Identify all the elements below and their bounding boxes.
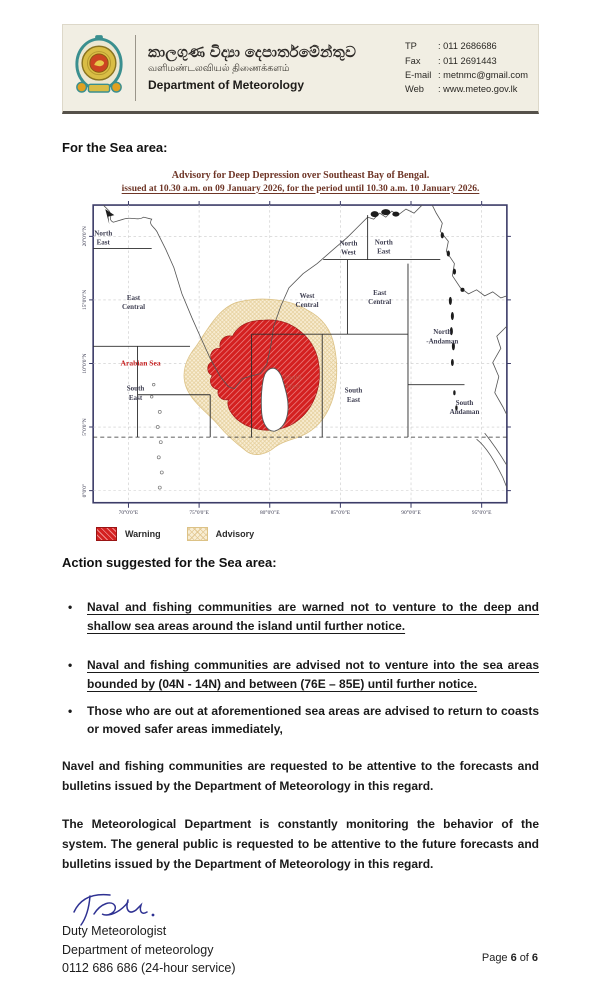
svg-text:Arabian Sea: Arabian Sea [120,358,161,368]
contact-fax [405,54,528,68]
svg-text:80°0'0"E: 80°0'0"E [259,510,280,517]
signatory-phone: 0112 686 686 (24-hour service) [62,961,236,976]
page-total: 6 [531,952,538,964]
letterhead [62,24,539,114]
svg-text:Andaman: Andaman [449,408,480,417]
document-body [62,140,539,978]
svg-text:East: East [377,247,391,256]
paragraph-forecasts: Navel and fishing communities are requested to be attentive to the forecasts and bulletins issued by the Department of Meteorology in this regard. [62,758,539,794]
advisory-swatch [187,527,208,541]
fax-label: Fax [404,55,421,66]
svg-text:East: East [126,294,141,303]
svg-text:West: West [299,292,315,301]
svg-text:Central: Central [368,298,392,307]
contact-block [405,39,528,97]
web-value: : www.meteo.gov.lk [437,84,518,95]
title-english: Department of Meteorology [148,78,305,92]
svg-text:95°0'0"E: 95°0'0"E [471,510,492,517]
svg-text:North: North [374,238,393,247]
svg-text:South: South [455,399,474,408]
department-titles [148,44,399,92]
page-prefix: Page [481,952,508,964]
contact-email [405,68,528,82]
contact-tp [405,39,528,53]
signatory-department: Department of meteorology [62,942,214,957]
svg-text:South: South [284,373,302,382]
svg-text:85°0'0"E: 85°0'0"E [330,510,351,517]
svg-text:North: North [433,328,452,337]
page-mid: of [519,952,529,964]
map-title-line2: issued at 10.30 a.m. on 09 January 2026, for the period until 10.30 a.m. 10 January 2026. [121,183,480,194]
svg-text:South: South [344,387,363,396]
svg-text:East: East [373,289,387,298]
map-title-line1: Advisory for Deep Depression over Southeast Bay of Bengal. [171,170,430,181]
tp-label: TP [404,41,417,52]
map-title [62,169,539,195]
letterhead-divider [135,35,136,101]
bullet-warning-venture: • Naval and fishing communities are warned not to venture to the deep and shallow sea areas around the island until further notice. [62,598,539,635]
svg-text:East: East [96,238,110,247]
svg-text:Central: Central [295,301,319,310]
svg-text:90°0'0"E: 90°0'0"E [401,510,421,517]
svg-text:East: East [128,394,143,403]
svg-text:5°0'0"N: 5°0'0"N [82,418,89,437]
svg-text:10°0'0"N: 10°0'0"N [82,353,89,374]
advisory-map-figure [62,169,539,541]
svg-text:0°0'0": 0°0'0" [82,484,89,498]
advisory-map [76,199,520,524]
contact-web [405,82,528,96]
title-sinhala: කාලගුණ විද්‍යා දෙපාර්තමේන්තුව [148,44,357,61]
emblem-icon [73,34,125,98]
fax-value: : 011 2691443 [437,55,497,66]
paragraph-monitoring: The Meteorological Department is constantly monitoring the behavior of the system. The general public is requested to be attentive to the future forecasts and bulletins issued by the Department of Meteorology in this regard. [62,816,539,872]
svg-text:-Andaman: -Andaman [426,337,459,346]
email-value: : metnmc@gmail.com [437,70,528,80]
svg-text:North: North [339,239,358,248]
web-label: Web [404,84,424,95]
svg-text:South: South [126,385,145,394]
page-number [479,952,538,964]
svg-text:70°0'0"E: 70°0'0"E [118,510,139,517]
svg-text:20°0'0"N: 20°0'0"N [82,226,89,247]
tp-value: : 011 2686686 [437,41,497,52]
bullet-bounded-areas: • Naval and fishing communities are advised not to venture into the sea areas bounded by (04N - 14N) and between (76E – 85E) until further notice. [62,656,539,693]
svg-text:West: West [341,248,356,257]
bullet-return-to-coast: • Those who are out at aforementioned sea areas are advised to return to coasts or moved safer areas immediately, [62,702,539,739]
signatory-role: Duty Meteorologist [62,923,167,938]
svg-text:75°0'0"E: 75°0'0"E [189,510,209,517]
svg-text:East: East [346,396,361,405]
advisory-legend-label: Advisory [215,529,255,540]
svg-text:North: North [94,229,113,238]
sea-area-heading: For the Sea area: [62,140,168,155]
warning-swatch [96,527,117,541]
svg-text:15°0'0"N: 15°0'0"N [82,290,89,311]
email-label: E-mail [404,70,432,80]
warning-legend-label: Warning [125,529,161,540]
svg-text:West: West [285,383,301,392]
signature-block [62,885,539,978]
department-emblem-logo [73,34,125,103]
title-tamil: வளிமண்டலவியல் திணைக்களம் [148,63,290,74]
map-legend [96,527,539,541]
action-bullet-list [62,598,539,739]
page-current: 6 [510,952,517,964]
map-canvas-wrap [76,199,539,524]
svg-text:Central: Central [121,303,146,312]
action-heading: Action suggested for the Sea area: [62,555,277,571]
